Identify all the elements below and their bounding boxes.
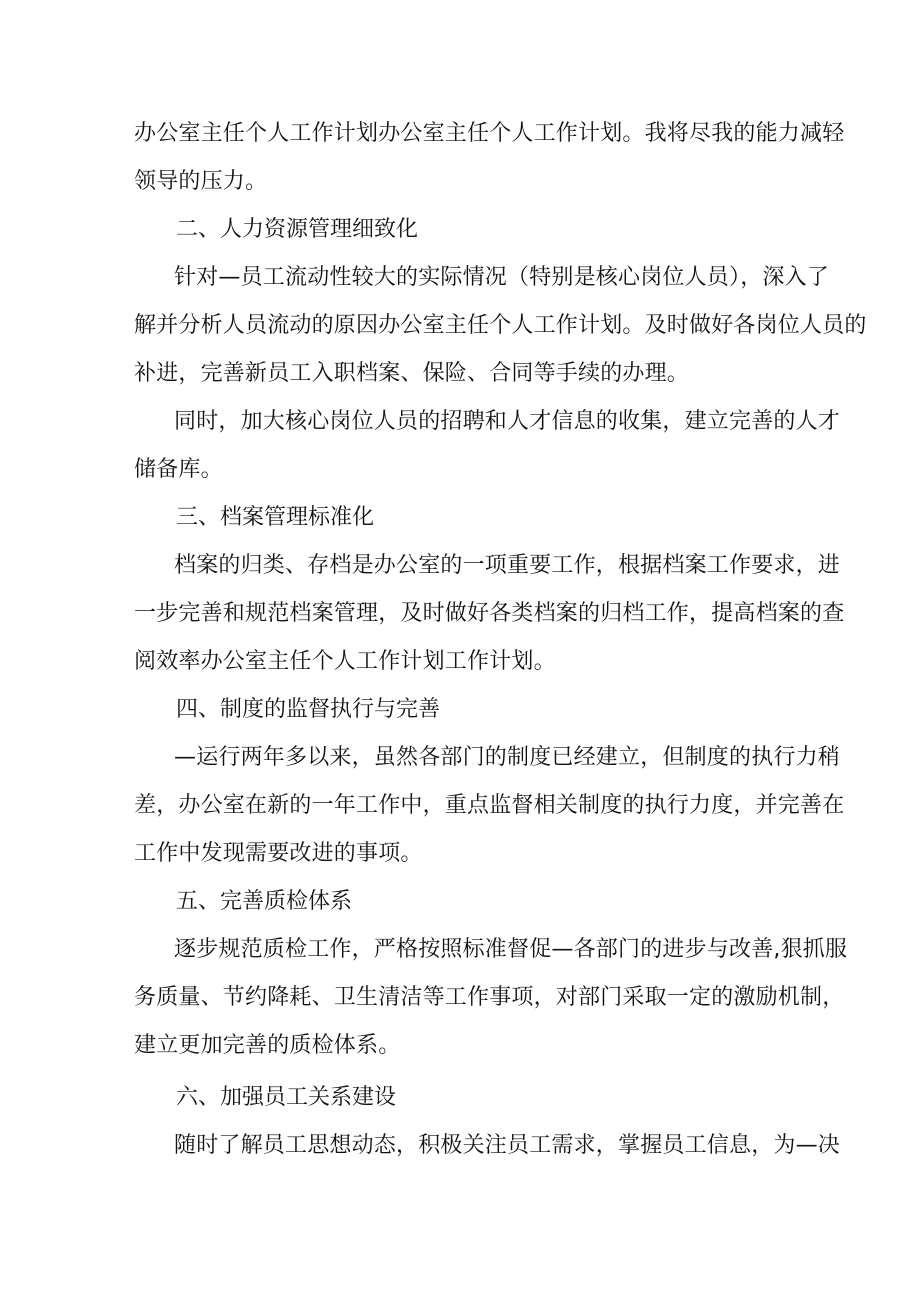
paragraph-line: 补进，完善新员工入职档案、保险、合同等手续的办理。 xyxy=(134,361,690,386)
paragraph-line: 领导的压力。 xyxy=(134,169,268,194)
paragraph-line: 针对—员工流动性较大的实际情况（特别是核心岗位人员），深入了 xyxy=(174,265,830,290)
paragraph-line: 随时了解员工思想动态，积极关注员工需求，掌握员工信息，为—决 xyxy=(174,1133,841,1158)
paragraph-line: 差，办公室在新的一年工作中，重点监督相关制度的执行力度，并完善在 xyxy=(134,793,845,818)
paragraph-line: 办公室主任个人工作计划办公室主任个人工作计划。我将尽我的能力减轻 xyxy=(134,121,845,146)
heading-hr-management: 二、人力资源管理细致化 xyxy=(176,217,419,242)
paragraph-3 xyxy=(134,398,841,494)
paragraph-line: 务质量、节约降耗、卫生清洁等工作事项，对部门采取一定的激励机制， xyxy=(134,985,845,1010)
paragraph-line: 同时，加大核心岗位人员的招聘和人才信息的收集，建立完善的人才 xyxy=(174,409,841,434)
paragraph-2 xyxy=(134,254,867,398)
paragraph-line: 逐步规范质检工作，严格按照标准督促—各部门的进步与改善,狠抓服 xyxy=(174,937,848,962)
paragraph-5 xyxy=(134,734,845,878)
paragraph-7 xyxy=(134,1122,841,1170)
paragraph-line: —运行两年多以来，虽然各部门的制度已经建立，但制度的执行力稍 xyxy=(174,745,841,770)
paragraph-1 xyxy=(134,110,845,206)
paragraph-line: 工作中发现需要改进的事项。 xyxy=(134,841,423,866)
heading-archive-management: 三、档案管理标准化 xyxy=(176,505,375,530)
paragraph-line: 阅效率办公室主任个人工作计划工作计划。 xyxy=(134,649,556,674)
heading-rule-supervision: 四、制度的监督执行与完善 xyxy=(176,697,441,722)
paragraph-line: 储备库。 xyxy=(134,457,223,482)
paragraph-4 xyxy=(134,542,845,686)
paragraph-line: 解并分析人员流动的原因办公室主任个人工作计划。及时做好各岗位人员的 xyxy=(134,313,867,338)
paragraph-line: 建立更加完善的质检体系。 xyxy=(134,1033,401,1058)
heading-employee-relations: 六、加强员工关系建设 xyxy=(176,1085,397,1110)
paragraph-line: 档案的归类、存档是办公室的一项重要工作，根据档案工作要求，进 xyxy=(174,553,841,578)
heading-quality-system: 五、完善质检体系 xyxy=(176,889,353,914)
paragraph-line: 一步完善和规范档案管理，及时做好各类档案的归档工作，提高档案的查 xyxy=(134,601,845,626)
paragraph-6 xyxy=(134,926,848,1070)
